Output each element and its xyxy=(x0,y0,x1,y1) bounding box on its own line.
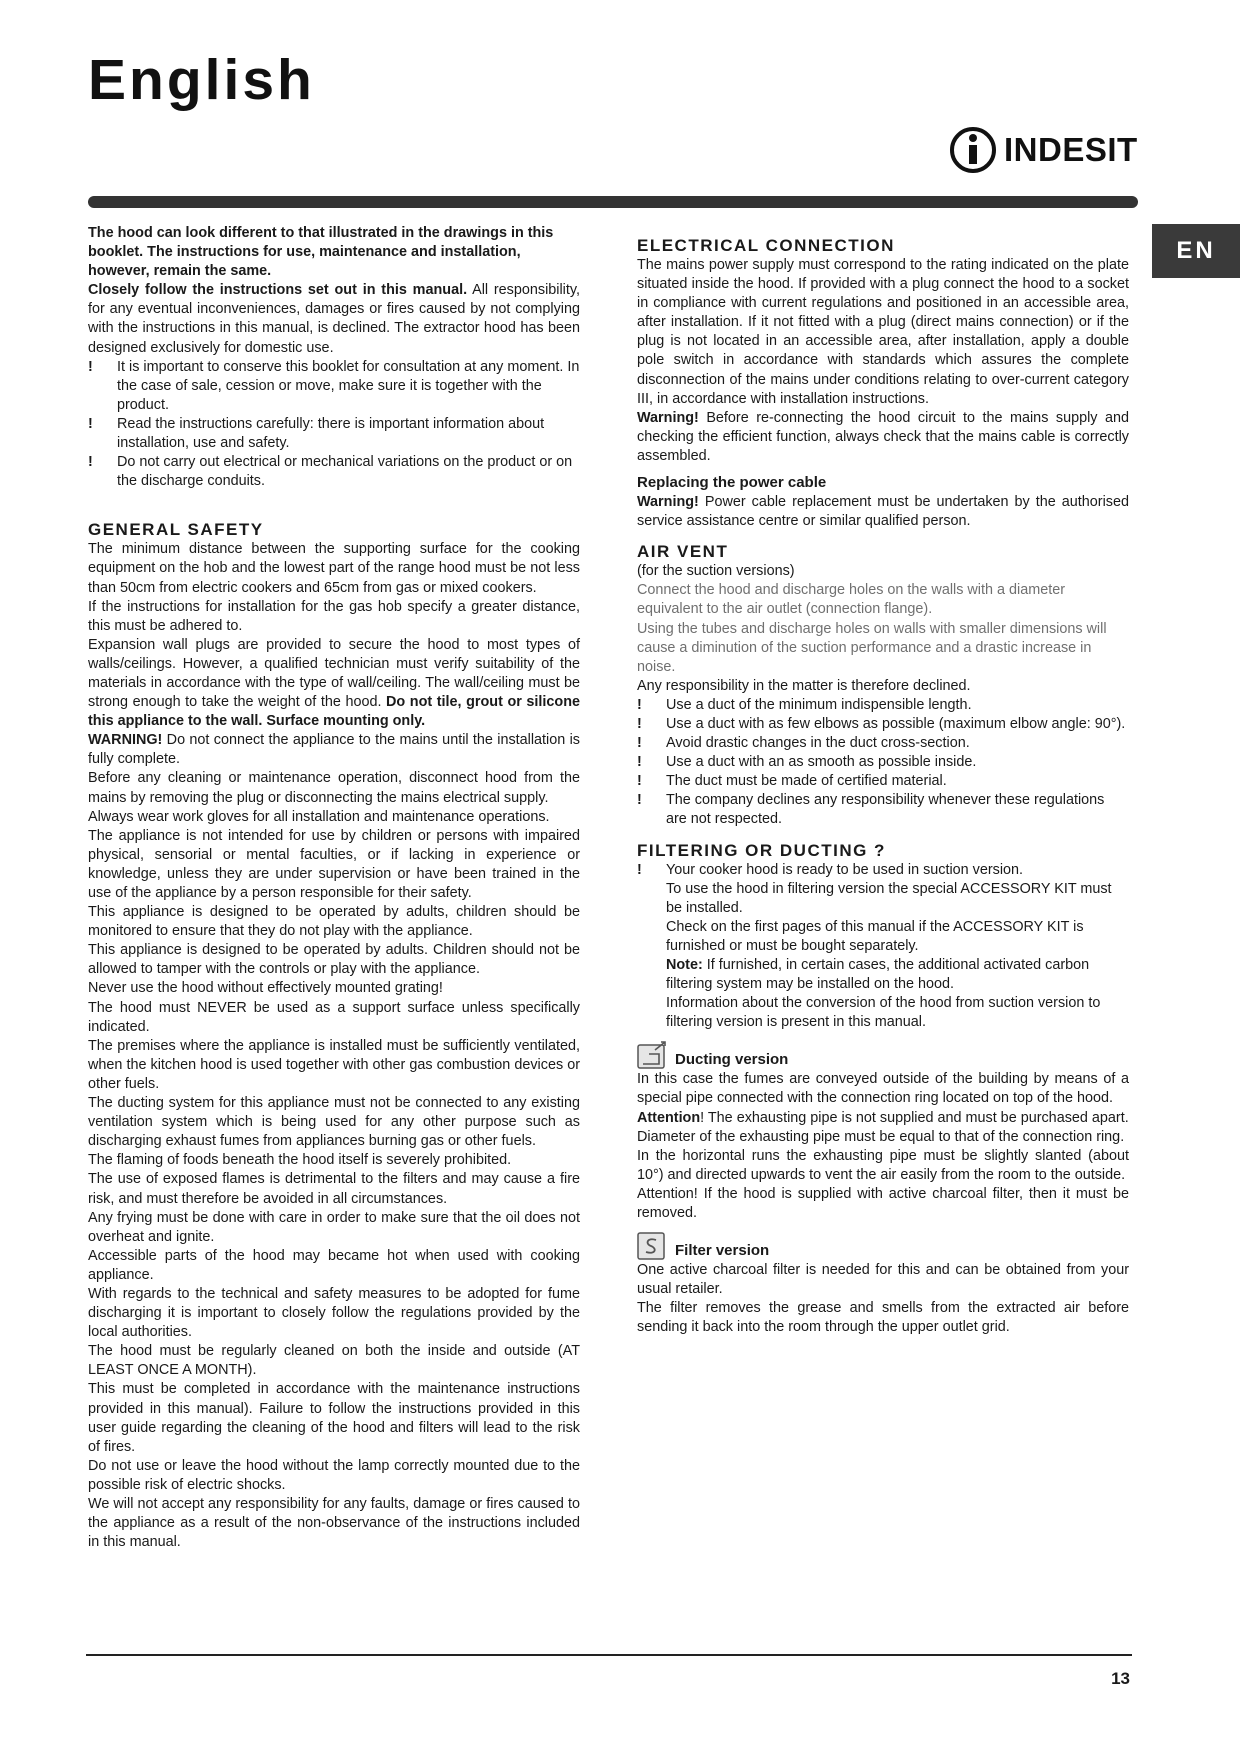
air-vent-heading: AIR VENT xyxy=(637,542,729,562)
air-vent-paragraph: Using the tubes and discharge holes on walls with smaller dimensions will cause a diminution of the suction performance and a drastic increase in noise. xyxy=(637,620,1107,675)
exclamation-mark: ! xyxy=(88,358,93,375)
duct-rule xyxy=(637,753,1129,772)
note-text: Your cooker hood is ready to be used in suction version. xyxy=(666,861,1024,878)
safety-paragraph: The use of exposed flames is detrimental to the filters and may cause a fire risk, and must therefore be avoided in all circumstances. xyxy=(88,1171,580,1207)
note-text: Use a duct with as few elbows as possible (maximum elbow angle: 90°). xyxy=(666,715,1126,732)
warning-label: Warning! xyxy=(637,494,699,511)
air-vent-paragraph: Connect the hood and discharge holes on the walls with a diameter equivalent to the air outlet (connection flange). xyxy=(637,582,1065,618)
right-column xyxy=(637,236,1129,1338)
footer-divider xyxy=(86,1654,1132,1656)
safety-paragraph: We will not accept any responsibility for any faults, damage or fires caused to the appliance as a result of the non-observance of the instructions included in this manual. xyxy=(88,1496,580,1551)
electrical-text: Before re-connecting the hood circuit to the mains supply and checking the efficient function, always check that the mains cable is correctly assembled. xyxy=(637,409,1129,464)
warning-label: Warning! xyxy=(637,409,699,426)
air-vent-paragraph: Any responsibility in the matter is therefore declined. xyxy=(637,677,971,694)
filtering-note xyxy=(637,861,1129,880)
exclamation-mark: ! xyxy=(637,754,642,771)
note-text: Use a duct of the minimum indispensible length. xyxy=(666,696,972,713)
duct-rule xyxy=(637,772,1129,791)
safety-paragraph: If the instructions for installation for the gas hob specify a greater distance, this must be adhered to. xyxy=(88,598,580,634)
exclamation-mark: ! xyxy=(637,773,642,790)
safety-paragraph: This appliance is designed to be operated by adults, children should be monitored to ensure that they do not play with the appliance. xyxy=(88,904,580,940)
safety-paragraph: The appliance is not intended for use by children or persons with impaired physical, sensorial or mental faculties, or if lacking in experience or knowledge, unless they are under supervision or have been trained in the use of the appliance by a person responsible for their safety. xyxy=(88,827,580,901)
safety-paragraph: Never use the hood without effectively mounted grating! xyxy=(88,980,443,997)
safety-paragraph: The minimum distance between the supporting surface for the cooking equipment on the hob and the lowest part of the range hood must be not less than 50cm from electric cookers and 65cm from gas or mixed cookers. xyxy=(88,541,580,596)
intro-emphasis: Closely follow the instructions set out in this manual. xyxy=(88,282,468,299)
ducting-paragraph: Attention! If the hood is supplied with active charcoal filter, then it must be removed. xyxy=(637,1185,1129,1222)
filter-paragraph: One active charcoal filter is needed for this and can be obtained from your usual retailer. xyxy=(637,1262,1129,1298)
power-cable-heading: Replacing the power cable xyxy=(637,474,827,492)
exclamation-mark: ! xyxy=(88,415,93,432)
ducting-text: ! The exhausting pipe is not supplied and must be purchased apart. xyxy=(700,1109,1129,1126)
electrical-text: Power cable replacement must be undertaken by the authorised service assistance centre or similar qualified person. xyxy=(637,494,1129,530)
intro-note xyxy=(88,415,580,453)
electrical-paragraph: The mains power supply must correspond to the rating indicated on the plate situated inside the hood. If provided with a plug connect the hood to a socket in compliance with current regulations and positioned in an accessible area, after installation. If it not fitted with a plug (direct mains connection) or if the plug is not located in an accessible area, after installation, apply a double pole switch in accordance with standards which assures the complete disconnection of the mains under conditions relating to over-current category III, in accordance with installation instructions. xyxy=(637,257,1129,407)
safety-paragraph: With regards to the technical and safety measures to be adopted for fume discharging it is important to closely follow the regulations provided by the local authorities. xyxy=(88,1285,580,1341)
intro-notice: The hood can look different to that illustrated in the drawings in this booklet. The instructions for use, maintenance and installation, however, remain the same. xyxy=(88,225,554,280)
exclamation-mark: ! xyxy=(88,454,93,471)
safety-emphasis: Do not tile, grout or silicone this appliance to the wall. Surface mounting only. xyxy=(88,694,580,730)
safety-paragraph: Any frying must be done with care in order to make sure that the oil does not overheat and ignite. xyxy=(88,1209,580,1245)
brand-name: INDESIT xyxy=(1004,131,1138,168)
ducting-version-heading: Ducting version xyxy=(675,1051,789,1069)
note-text: Avoid drastic changes in the duct cross-section. xyxy=(666,735,970,752)
note-label: Note: xyxy=(666,957,703,973)
ducting-paragraph: Diameter of the exhausting pipe must be equal to that of the connection ring. xyxy=(637,1128,1125,1145)
exclamation-mark: ! xyxy=(637,715,642,732)
intro-note xyxy=(88,358,580,415)
header-divider xyxy=(88,196,1138,208)
filtering-note-text: To use the hood in filtering version the special ACCESSORY KIT must be installed. xyxy=(666,880,1112,916)
safety-paragraph: This must be completed in accordance with the maintenance instructions provided in this manual). Failure to follow the instructions provided in this user guide regarding the cleaning of the hood and filters will lead to the risk of fires. xyxy=(88,1381,580,1455)
filter-version-header xyxy=(637,1227,1129,1261)
safety-text: Do not connect the appliance to the mains until the installation is fully complete. xyxy=(88,732,580,768)
safety-paragraph: This appliance is designed to be operated by adults. Children should not be allowed to tamper with the controls or play with the appliance. xyxy=(88,942,580,978)
electrical-connection-heading: ELECTRICAL CONNECTION xyxy=(637,236,895,255)
general-safety-heading: GENERAL SAFETY xyxy=(88,520,264,540)
note-text: The duct must be made of certified material. xyxy=(666,773,947,790)
electrical-paragraph xyxy=(637,409,1129,466)
safety-paragraph: The premises where the appliance is installed must be sufficiently ventilated, when the kitchen hood is used together with other gas combustion devices or other fuels. xyxy=(88,1037,580,1092)
duct-rule xyxy=(637,791,1129,829)
safety-paragraph: The flaming of foods beneath the hood itself is severely prohibited. xyxy=(88,1152,512,1169)
filtering-note-text: Check on the first pages of this manual if the ACCESSORY KIT is furnished or must be bought separately. xyxy=(666,918,1084,954)
note-text: The company declines any responsibility whenever these regulations are not respected. xyxy=(666,792,1105,828)
note-text: Read the instructions carefully: there is important information about installation, use and safety. xyxy=(117,415,545,452)
duct-rule xyxy=(637,715,1129,734)
intro-note xyxy=(88,453,580,491)
exclamation-mark: ! xyxy=(637,861,642,878)
ducting-icon xyxy=(637,1040,669,1070)
filtering-note-text xyxy=(637,956,1129,994)
duct-rule xyxy=(637,734,1129,753)
safety-text: Expansion wall plugs are provided to secure the hood to most types of walls/ceilings. However, a qualified technician must verify suitability of the materials in accordance with the type of wall/ceiling. The wall/ceiling must be strong enough to take the weight of the hood. xyxy=(88,636,580,711)
safety-paragraph: Always wear work gloves for all installation and maintenance operations. xyxy=(88,808,550,825)
electrical-paragraph xyxy=(637,493,1129,531)
warning-label: WARNING! xyxy=(88,732,163,749)
ducting-version-header xyxy=(637,1036,1129,1070)
brand-i-icon xyxy=(948,125,998,175)
attention-label: Attention xyxy=(637,1109,701,1126)
language-tab: EN xyxy=(1152,224,1240,278)
intro-paragraph xyxy=(88,281,580,357)
filtering-note-text: Information about the conversion of the hood from suction version to filtering version is present in this manual. xyxy=(666,995,1101,1031)
intro-text: All responsibility, for any eventual inconveniences, damages or fires caused by not complying with the instructions in this manual, is declined. The extractor hood has been designed exclusively for domestic use. xyxy=(88,282,580,356)
ducting-paragraph: In the horizontal runs the exhausting pipe must be slightly slanted (about 10°) and directed upwards to vent the air easily from the room to the outside. xyxy=(637,1147,1129,1183)
safety-paragraph xyxy=(88,636,580,731)
note-text: Do not carry out electrical or mechanical variations on the product or on the discharge conduits. xyxy=(117,454,573,490)
filter-version-heading: Filter version xyxy=(675,1242,770,1260)
filtering-heading: FILTERING OR DUCTING ? xyxy=(637,840,886,860)
note-text: It is important to conserve this booklet for consultation at any moment. In the case of sale, cession or move, make sure it is together with the product. xyxy=(117,358,580,413)
exclamation-mark: ! xyxy=(637,735,642,752)
exclamation-mark: ! xyxy=(637,696,642,713)
safety-paragraph: The hood must NEVER be used as a support surface unless specifically indicated. xyxy=(88,999,580,1035)
filter-paragraph: The filter removes the grease and smells from the extracted air before sending it back into the room through the upper outlet grid. xyxy=(637,1300,1129,1336)
air-vent-subtitle: (for the suction versions) xyxy=(637,563,795,580)
page-title: English xyxy=(88,48,315,112)
safety-paragraph: The hood must be regularly cleaned on both the inside and outside (AT LEAST ONCE A MONTH). xyxy=(88,1343,580,1379)
filter-icon xyxy=(637,1231,669,1261)
safety-paragraph: Before any cleaning or maintenance operation, disconnect hood from the mains by removing the plug or disconnecting the mains electrical supply. xyxy=(88,770,580,806)
exclamation-mark: ! xyxy=(637,792,642,809)
safety-paragraph xyxy=(88,731,580,769)
left-column xyxy=(88,224,580,1552)
note-text: If furnished, in certain cases, the additional activated carbon filtering system may be installed on the hood. xyxy=(666,957,1090,993)
page-number: 13 xyxy=(1111,1669,1130,1688)
safety-paragraph: The ducting system for this appliance must not be connected to any existing ventilation system which is being used for any other purpose such as discharging exhaust fumes from appliances burning gas or other fuels. xyxy=(88,1095,580,1150)
ducting-paragraph xyxy=(637,1109,1129,1128)
safety-paragraph: Accessible parts of the hood may became hot when used with cooking appliance. xyxy=(88,1247,580,1283)
brand-logo xyxy=(948,124,1138,176)
ducting-paragraph: In this case the fumes are conveyed outside of the building by means of a special pipe connected with the connection ring located on top of the hood. xyxy=(637,1071,1129,1107)
safety-paragraph: Do not use or leave the hood without the lamp correctly mounted due to the possible risk of electric shocks. xyxy=(88,1457,580,1493)
note-text: Use a duct with an as smooth as possible inside. xyxy=(666,754,977,771)
duct-rule xyxy=(637,696,1129,715)
